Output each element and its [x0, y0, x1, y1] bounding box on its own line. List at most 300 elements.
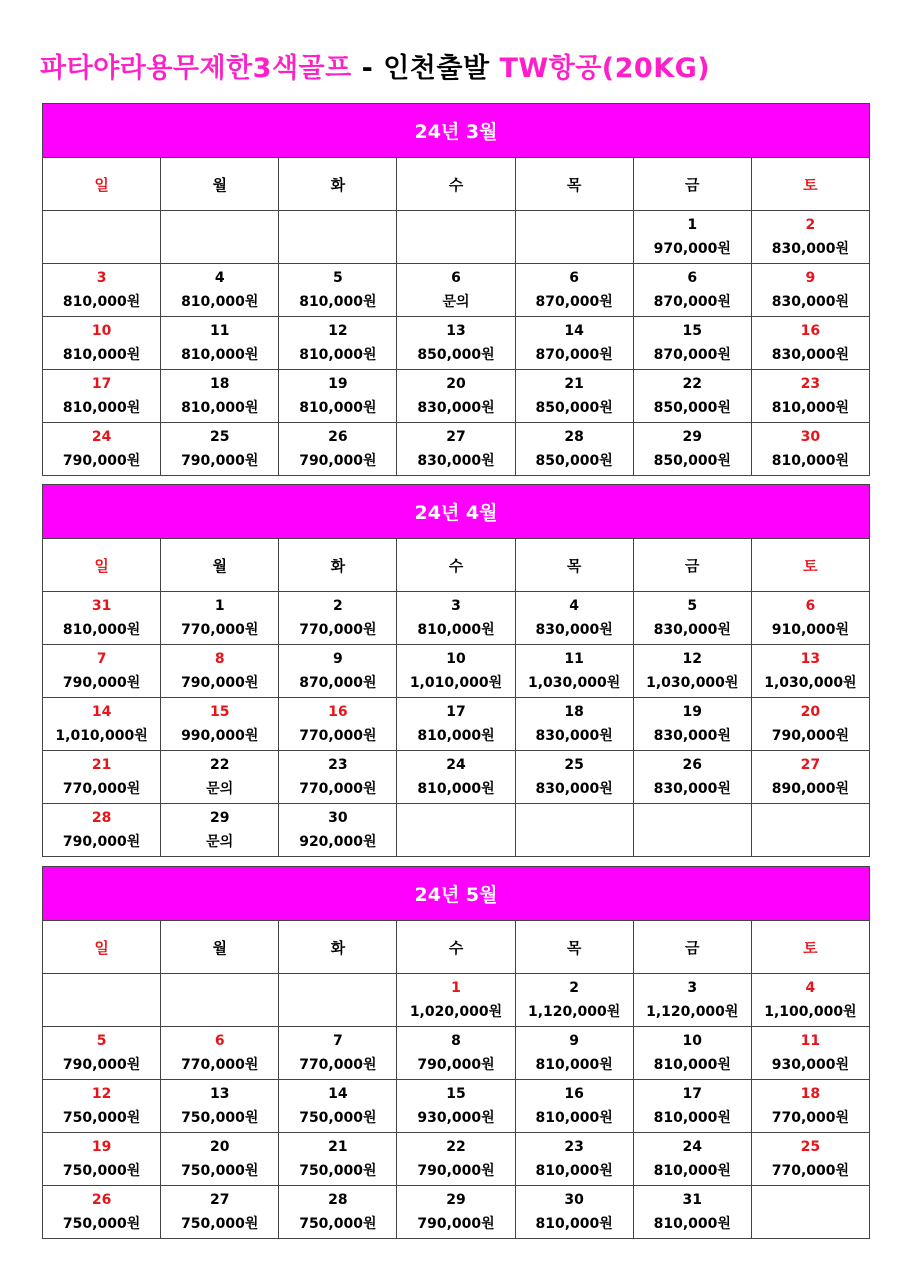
day-price: 750,000원 [62, 1216, 141, 1232]
day-price: 790,000원 [181, 453, 259, 469]
day-cell [397, 592, 515, 645]
day-number: 24 [682, 1139, 703, 1155]
day-price: 890,000원 [771, 781, 850, 797]
day-cell [633, 317, 751, 370]
day-price: 810,000원 [181, 400, 259, 416]
day-number: 16 [564, 1086, 584, 1102]
day-number: 10 [446, 651, 466, 667]
day-number: 12 [91, 1086, 112, 1102]
day-price: 970,000원 [653, 241, 731, 257]
day-price: 830,000원 [771, 294, 850, 310]
day-price: 830,000원 [653, 728, 731, 744]
day-cell [43, 1133, 161, 1186]
day-cell [397, 1027, 515, 1080]
day-cell [43, 423, 161, 476]
day-number: 23 [564, 1139, 584, 1155]
day-number: 9 [805, 270, 816, 286]
day-cell [751, 751, 869, 804]
day-price: 870,000원 [535, 294, 613, 310]
day-cell [515, 974, 633, 1027]
day-number: 29 [682, 429, 703, 445]
day-cell [515, 1133, 633, 1186]
day-cell [397, 1133, 515, 1186]
day-price: 810,000원 [62, 400, 141, 416]
day-cell [397, 370, 515, 423]
day-number: 29 [446, 1192, 466, 1208]
day-cell [161, 317, 279, 370]
day-price: 830,000원 [771, 241, 850, 257]
weekday-header: 일 [43, 539, 161, 592]
day-cell [161, 1027, 279, 1080]
day-cell [279, 698, 397, 751]
day-number: 27 [800, 757, 821, 773]
day-price: 750,000원 [181, 1163, 259, 1179]
day-price: 830,000원 [535, 728, 613, 744]
day-number: 30 [564, 1192, 584, 1208]
week-row [43, 645, 870, 698]
empty-day-cell [161, 211, 279, 264]
day-number: 20 [446, 376, 466, 392]
day-number: 14 [91, 704, 112, 720]
weekday-header: 토 [751, 921, 869, 974]
day-price: 850,000원 [417, 347, 495, 363]
day-number: 10 [682, 1033, 703, 1049]
day-price: 750,000원 [299, 1110, 377, 1126]
day-cell [161, 804, 279, 857]
day-number: 4 [214, 270, 225, 286]
day-number: 6 [687, 270, 698, 286]
day-number: 16 [800, 323, 821, 339]
weekday-header: 목 [515, 539, 633, 592]
day-price: 750,000원 [299, 1216, 377, 1232]
day-number: 20 [800, 704, 821, 720]
day-price: 810,000원 [181, 294, 259, 310]
day-cell [515, 751, 633, 804]
empty-day-cell [397, 804, 515, 857]
day-price: 1,100,000원 [764, 1004, 857, 1020]
day-price: 830,000원 [535, 622, 613, 638]
day-price: 810,000원 [771, 400, 850, 416]
day-cell [633, 698, 751, 751]
weekday-header: 화 [279, 158, 397, 211]
day-number: 13 [800, 651, 821, 667]
day-price: 790,000원 [181, 675, 259, 691]
day-price: 1,010,000원 [55, 728, 148, 744]
day-price: 790,000원 [62, 1057, 141, 1073]
day-price: 810,000원 [417, 781, 495, 797]
weekday-header: 월 [161, 158, 279, 211]
day-number: 19 [91, 1139, 112, 1155]
empty-day-cell [43, 211, 161, 264]
day-cell [515, 1027, 633, 1080]
day-price: 문의 [442, 294, 470, 310]
day-number: 24 [91, 429, 112, 445]
empty-day-cell [397, 211, 515, 264]
day-number: 21 [328, 1139, 348, 1155]
day-cell [397, 645, 515, 698]
day-price: 810,000원 [535, 1057, 613, 1073]
day-cell [279, 423, 397, 476]
page-title [40, 46, 710, 85]
day-price: 790,000원 [771, 728, 850, 744]
empty-day-cell [633, 804, 751, 857]
weekday-header: 금 [633, 539, 751, 592]
day-number: 6 [451, 270, 461, 286]
weekday-header: 수 [397, 921, 515, 974]
day-cell [161, 1080, 279, 1133]
day-number: 30 [328, 810, 348, 826]
empty-day-cell [43, 974, 161, 1027]
day-cell [515, 698, 633, 751]
day-price: 790,000원 [62, 453, 141, 469]
day-price: 810,000원 [653, 1057, 731, 1073]
day-cell [161, 1133, 279, 1186]
weekday-header: 목 [515, 921, 633, 974]
day-price: 910,000원 [771, 622, 850, 638]
day-cell [397, 1186, 515, 1239]
day-cell [279, 645, 397, 698]
day-number: 31 [91, 598, 112, 614]
day-cell [633, 645, 751, 698]
day-price: 850,000원 [535, 453, 613, 469]
day-number: 21 [91, 757, 112, 773]
calendar-april [42, 484, 870, 857]
day-cell [397, 423, 515, 476]
empty-day-cell [161, 974, 279, 1027]
day-number: 6 [214, 1033, 225, 1049]
day-number: 13 [446, 323, 466, 339]
day-cell [161, 264, 279, 317]
day-price: 750,000원 [62, 1110, 141, 1126]
day-price: 810,000원 [653, 1163, 731, 1179]
day-number: 20 [209, 1139, 230, 1155]
day-cell [279, 370, 397, 423]
weekday-header: 화 [279, 539, 397, 592]
day-price: 810,000원 [62, 622, 141, 638]
day-cell [279, 804, 397, 857]
week-row [43, 751, 870, 804]
day-number: 12 [682, 651, 703, 667]
day-price: 1,010,000원 [409, 675, 503, 691]
day-cell [633, 592, 751, 645]
day-cell [161, 698, 279, 751]
day-number: 26 [682, 757, 703, 773]
day-cell [43, 264, 161, 317]
day-number: 27 [446, 429, 466, 445]
day-number: 19 [328, 376, 348, 392]
day-price: 770,000원 [299, 781, 377, 797]
day-cell [161, 751, 279, 804]
day-cell [633, 751, 751, 804]
week-row [43, 974, 870, 1027]
day-number: 22 [209, 757, 230, 773]
day-number: 30 [800, 429, 821, 445]
day-cell [751, 698, 869, 751]
weekday-header: 일 [43, 921, 161, 974]
day-cell [279, 1027, 397, 1080]
week-row [43, 264, 870, 317]
day-price: 810,000원 [653, 1110, 731, 1126]
day-price: 830,000원 [771, 347, 850, 363]
day-number: 19 [682, 704, 703, 720]
day-number: 15 [682, 323, 703, 339]
day-price: 750,000원 [299, 1163, 377, 1179]
day-cell [633, 1186, 751, 1239]
day-price: 810,000원 [417, 728, 495, 744]
day-number: 12 [328, 323, 348, 339]
day-cell [751, 974, 869, 1027]
day-price: 790,000원 [62, 834, 141, 850]
day-cell [751, 1080, 869, 1133]
day-number: 18 [564, 704, 584, 720]
day-cell [161, 592, 279, 645]
day-number: 18 [800, 1086, 821, 1102]
day-cell [43, 1080, 161, 1133]
day-number: 25 [209, 429, 230, 445]
day-number: 13 [209, 1086, 230, 1102]
day-cell [43, 751, 161, 804]
day-cell [751, 592, 869, 645]
day-number: 7 [96, 651, 107, 667]
day-number: 5 [687, 598, 698, 614]
day-number: 11 [564, 651, 584, 667]
day-number: 6 [569, 270, 579, 286]
day-number: 2 [569, 980, 579, 996]
day-number: 25 [564, 757, 584, 773]
weekday-header: 월 [161, 921, 279, 974]
day-number: 1 [214, 598, 225, 614]
day-cell [515, 264, 633, 317]
day-cell [751, 1133, 869, 1186]
day-price: 750,000원 [62, 1163, 141, 1179]
day-cell [161, 423, 279, 476]
day-price: 830,000원 [417, 453, 495, 469]
day-price: 770,000원 [181, 1057, 259, 1073]
weekday-header: 일 [43, 158, 161, 211]
day-number: 23 [328, 757, 348, 773]
day-number: 1 [451, 980, 461, 996]
month-header: 24년 5월 [43, 867, 870, 921]
day-cell [751, 211, 869, 264]
day-price: 850,000원 [653, 453, 731, 469]
day-price: 790,000원 [62, 675, 141, 691]
day-cell [751, 1027, 869, 1080]
week-row [43, 1080, 870, 1133]
week-row [43, 1027, 870, 1080]
day-cell [43, 698, 161, 751]
weekday-header: 수 [397, 158, 515, 211]
day-cell [43, 1186, 161, 1239]
day-cell [161, 370, 279, 423]
day-number: 17 [682, 1086, 703, 1102]
day-number: 24 [446, 757, 466, 773]
day-number: 15 [209, 704, 230, 720]
empty-day-cell [279, 211, 397, 264]
day-price: 870,000원 [535, 347, 613, 363]
day-price: 810,000원 [299, 294, 377, 310]
day-price: 790,000원 [417, 1216, 495, 1232]
day-cell [279, 1186, 397, 1239]
day-price: 1,030,000원 [764, 675, 857, 691]
day-cell [633, 264, 751, 317]
day-price: 1,120,000원 [527, 1004, 621, 1020]
day-cell [279, 751, 397, 804]
day-price: 810,000원 [535, 1216, 613, 1232]
day-number: 23 [800, 376, 821, 392]
day-price: 830,000원 [653, 781, 731, 797]
week-row [43, 370, 870, 423]
week-row [43, 423, 870, 476]
day-price: 810,000원 [535, 1110, 613, 1126]
day-number: 8 [214, 651, 225, 667]
week-row [43, 211, 870, 264]
day-number: 1 [687, 217, 698, 233]
day-cell [397, 1080, 515, 1133]
day-number: 28 [328, 1192, 348, 1208]
day-number: 3 [96, 270, 107, 286]
day-price: 810,000원 [771, 453, 850, 469]
day-cell [633, 1080, 751, 1133]
day-price: 930,000원 [771, 1057, 850, 1073]
day-cell [515, 370, 633, 423]
empty-day-cell [751, 1186, 869, 1239]
day-cell [43, 804, 161, 857]
month-header: 24년 4월 [43, 485, 870, 539]
day-number: 27 [209, 1192, 230, 1208]
month-header: 24년 3월 [43, 104, 870, 158]
day-cell [279, 1080, 397, 1133]
day-number: 16 [328, 704, 348, 720]
weekday-header: 금 [633, 158, 751, 211]
day-price: 870,000원 [653, 347, 731, 363]
day-cell [515, 1080, 633, 1133]
day-number: 17 [91, 376, 112, 392]
day-price: 810,000원 [535, 1163, 613, 1179]
day-price: 문의 [206, 834, 234, 850]
day-price: 1,120,000원 [646, 1004, 739, 1020]
day-price: 790,000원 [417, 1057, 495, 1073]
day-cell [751, 645, 869, 698]
day-price: 1,030,000원 [527, 675, 621, 691]
day-number: 4 [805, 980, 816, 996]
week-row [43, 1186, 870, 1239]
day-price: 850,000원 [535, 400, 613, 416]
day-price: 810,000원 [62, 347, 141, 363]
day-cell [43, 592, 161, 645]
day-cell [397, 974, 515, 1027]
day-cell [161, 1186, 279, 1239]
day-price: 810,000원 [653, 1216, 731, 1232]
day-price: 920,000원 [299, 834, 377, 850]
day-number: 31 [682, 1192, 703, 1208]
day-number: 14 [328, 1086, 348, 1102]
empty-day-cell [279, 974, 397, 1027]
title-package-name: 파타야라용무제한3색골프 [40, 53, 352, 84]
day-number: 5 [96, 1033, 107, 1049]
day-cell [633, 974, 751, 1027]
empty-day-cell [515, 211, 633, 264]
day-cell [397, 317, 515, 370]
calendar-march [42, 103, 870, 476]
title-airline: TW항공(20KG) [499, 53, 711, 84]
day-cell [515, 1186, 633, 1239]
day-number: 15 [446, 1086, 466, 1102]
day-cell [633, 423, 751, 476]
day-price: 770,000원 [299, 1057, 377, 1073]
day-cell [633, 1027, 751, 1080]
day-price: 770,000원 [299, 728, 377, 744]
title-departure: - 인천출발 [351, 53, 500, 84]
day-number: 3 [451, 598, 461, 614]
day-price: 770,000원 [299, 622, 377, 638]
week-row [43, 698, 870, 751]
day-number: 17 [446, 704, 466, 720]
day-cell [751, 317, 869, 370]
week-row [43, 317, 870, 370]
day-number: 28 [91, 810, 112, 826]
day-price: 770,000원 [62, 781, 141, 797]
day-price: 830,000원 [417, 400, 495, 416]
week-row [43, 592, 870, 645]
day-cell [43, 317, 161, 370]
day-number: 9 [569, 1033, 579, 1049]
day-cell [279, 592, 397, 645]
week-row [43, 804, 870, 857]
weekday-header: 토 [751, 158, 869, 211]
day-price: 790,000원 [417, 1163, 495, 1179]
day-number: 22 [682, 376, 703, 392]
day-price: 810,000원 [299, 400, 377, 416]
day-cell [279, 317, 397, 370]
day-price: 930,000원 [417, 1110, 495, 1126]
day-number: 22 [446, 1139, 466, 1155]
day-number: 10 [91, 323, 112, 339]
day-price: 1,020,000원 [409, 1004, 503, 1020]
day-number: 6 [805, 598, 816, 614]
weekday-header: 토 [751, 539, 869, 592]
day-price: 810,000원 [299, 347, 377, 363]
day-price: 810,000원 [62, 294, 141, 310]
day-number: 2 [332, 598, 343, 614]
day-number: 11 [209, 323, 230, 339]
day-cell [751, 264, 869, 317]
day-number: 8 [451, 1033, 461, 1049]
day-number: 2 [805, 217, 816, 233]
day-cell [43, 370, 161, 423]
day-cell [43, 1027, 161, 1080]
day-price: 770,000원 [771, 1110, 850, 1126]
day-price: 750,000원 [181, 1216, 259, 1232]
day-price: 870,000원 [299, 675, 377, 691]
empty-day-cell [751, 804, 869, 857]
day-number: 11 [800, 1033, 821, 1049]
day-number: 3 [687, 980, 698, 996]
day-cell [633, 1133, 751, 1186]
day-price: 750,000원 [181, 1110, 259, 1126]
day-cell [633, 370, 751, 423]
day-cell [633, 211, 751, 264]
day-price: 830,000원 [653, 622, 731, 638]
day-price: 810,000원 [181, 347, 259, 363]
day-number: 14 [564, 323, 584, 339]
day-cell [397, 264, 515, 317]
day-price: 850,000원 [653, 400, 731, 416]
day-price: 870,000원 [653, 294, 731, 310]
day-price: 990,000원 [181, 728, 259, 744]
day-number: 4 [569, 598, 579, 614]
day-number: 5 [332, 270, 343, 286]
day-price: 문의 [206, 781, 234, 797]
